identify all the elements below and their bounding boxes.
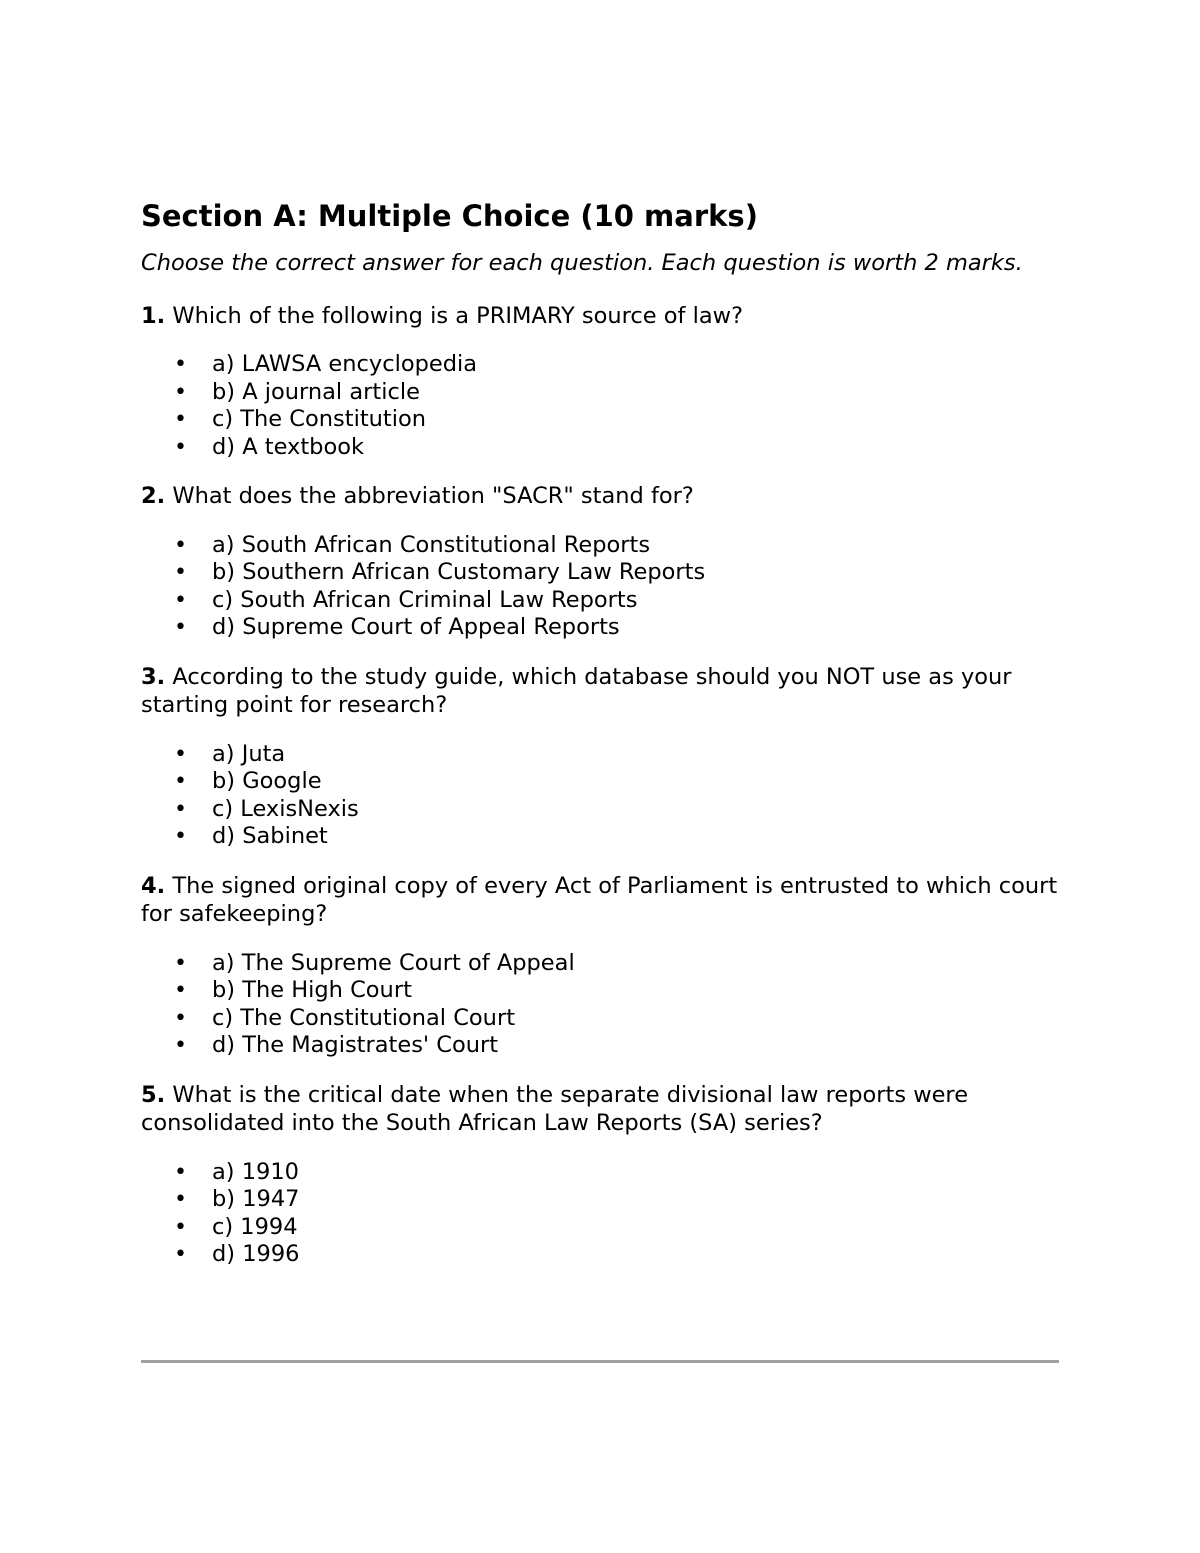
option-text: b) 1947 (212, 1186, 300, 1212)
horizontal-rule (141, 1360, 1059, 1363)
option-text: b) Google (212, 768, 322, 794)
option-text: b) Southern African Customary Law Reports (212, 559, 706, 585)
option-item (141, 796, 1059, 824)
bullet-icon: • (174, 741, 187, 767)
bullet-icon: • (174, 434, 187, 460)
question-block-2 (141, 482, 1059, 642)
option-text: a) Juta (212, 740, 286, 767)
options-list-3 (141, 741, 1059, 851)
bullet-icon: • (174, 379, 187, 405)
option-text: c) 1994 (212, 1213, 298, 1240)
question-text: What does the abbreviation "SACR" stand for? (172, 483, 694, 509)
options-list-2 (141, 532, 1059, 642)
option-item (141, 587, 1059, 615)
bullet-icon: • (174, 1187, 187, 1212)
bullet-icon: • (174, 560, 187, 585)
option-text: d) Sabinet (212, 823, 328, 849)
option-text: a) South African Constitutional Reports (212, 531, 651, 558)
bullet-icon: • (174, 950, 187, 976)
question-1 (141, 302, 1059, 331)
option-item (141, 434, 1059, 462)
option-text: d) Supreme Court of Appeal Reports (212, 614, 620, 640)
question-number: 2. (141, 483, 166, 509)
option-text: d) The Magistrates' Court (212, 1032, 499, 1058)
option-item (141, 559, 1059, 587)
question-text: Which of the following is a PRIMARY source of law? (172, 302, 744, 329)
question-4 (141, 872, 1059, 929)
option-item (141, 406, 1059, 434)
option-item (141, 351, 1059, 379)
question-number: 1. (141, 302, 166, 329)
question-number: 5. (141, 1081, 166, 1108)
option-item (141, 741, 1059, 769)
question-3 (141, 663, 1059, 720)
question-block-4 (141, 872, 1059, 1060)
bullet-icon: • (174, 352, 187, 377)
bullet-icon: • (174, 615, 187, 640)
option-text: b) A journal article (212, 378, 420, 405)
bullet-icon: • (174, 824, 187, 849)
question-5 (141, 1081, 1059, 1138)
option-text: a) LAWSA encyclopedia (212, 351, 478, 377)
bullet-icon: • (174, 1159, 187, 1185)
section-instructions: Choose the correct answer for each question. Each question is worth 2 marks. (141, 250, 1023, 276)
option-item (141, 977, 1059, 1005)
option-text: a) The Supreme Court of Appeal (212, 949, 575, 976)
option-item (141, 1214, 1059, 1242)
option-text: c) The Constitutional Court (212, 1004, 516, 1031)
question-number: 4. (141, 872, 166, 899)
question-block-3 (141, 663, 1059, 851)
option-text: a) 1910 (212, 1158, 299, 1185)
bullet-icon: • (174, 532, 187, 558)
bullet-icon: • (174, 978, 187, 1003)
option-item (141, 768, 1059, 796)
bullet-icon: • (174, 1005, 187, 1031)
document-page (141, 196, 1059, 1290)
bullet-icon: • (174, 796, 187, 822)
option-item (141, 823, 1059, 851)
bullet-icon: • (174, 587, 187, 613)
option-text: d) A textbook (212, 433, 365, 460)
option-item (141, 532, 1059, 560)
option-item (141, 1241, 1059, 1269)
question-2 (141, 482, 1059, 511)
option-item (141, 1159, 1059, 1187)
option-item (141, 1005, 1059, 1033)
bullet-icon: • (174, 769, 187, 794)
question-text: The signed original copy of every Act of Parliament is entrusted to which court for safekeeping? (141, 872, 1058, 927)
question-text: What is the critical date when the separate divisional law reports were consolidated into the South African Law Reports (SA) series? (141, 1081, 969, 1136)
options-list-1 (141, 351, 1059, 461)
option-text: c) The Constitution (212, 406, 427, 432)
option-item (141, 1032, 1059, 1060)
bullet-icon: • (174, 1033, 187, 1058)
section-title: Section A: Multiple Choice (10 marks) (141, 199, 758, 233)
option-text: c) LexisNexis (212, 795, 359, 822)
bullet-icon: • (174, 407, 187, 432)
option-text: d) 1996 (212, 1241, 300, 1267)
option-item (141, 379, 1059, 407)
question-number: 3. (141, 663, 166, 690)
option-text: b) The High Court (212, 977, 412, 1003)
option-text: c) South African Criminal Law Reports (212, 586, 638, 613)
option-item (141, 1186, 1059, 1214)
options-list-5 (141, 1159, 1059, 1269)
options-list-4 (141, 950, 1059, 1060)
bullet-icon: • (174, 1214, 187, 1240)
question-block-5 (141, 1081, 1059, 1269)
question-text: According to the study guide, which database should you NOT use as your starting point for research? (141, 663, 1012, 718)
option-item (141, 614, 1059, 642)
bullet-icon: • (174, 1242, 187, 1267)
option-item (141, 950, 1059, 978)
question-block-1 (141, 302, 1059, 462)
